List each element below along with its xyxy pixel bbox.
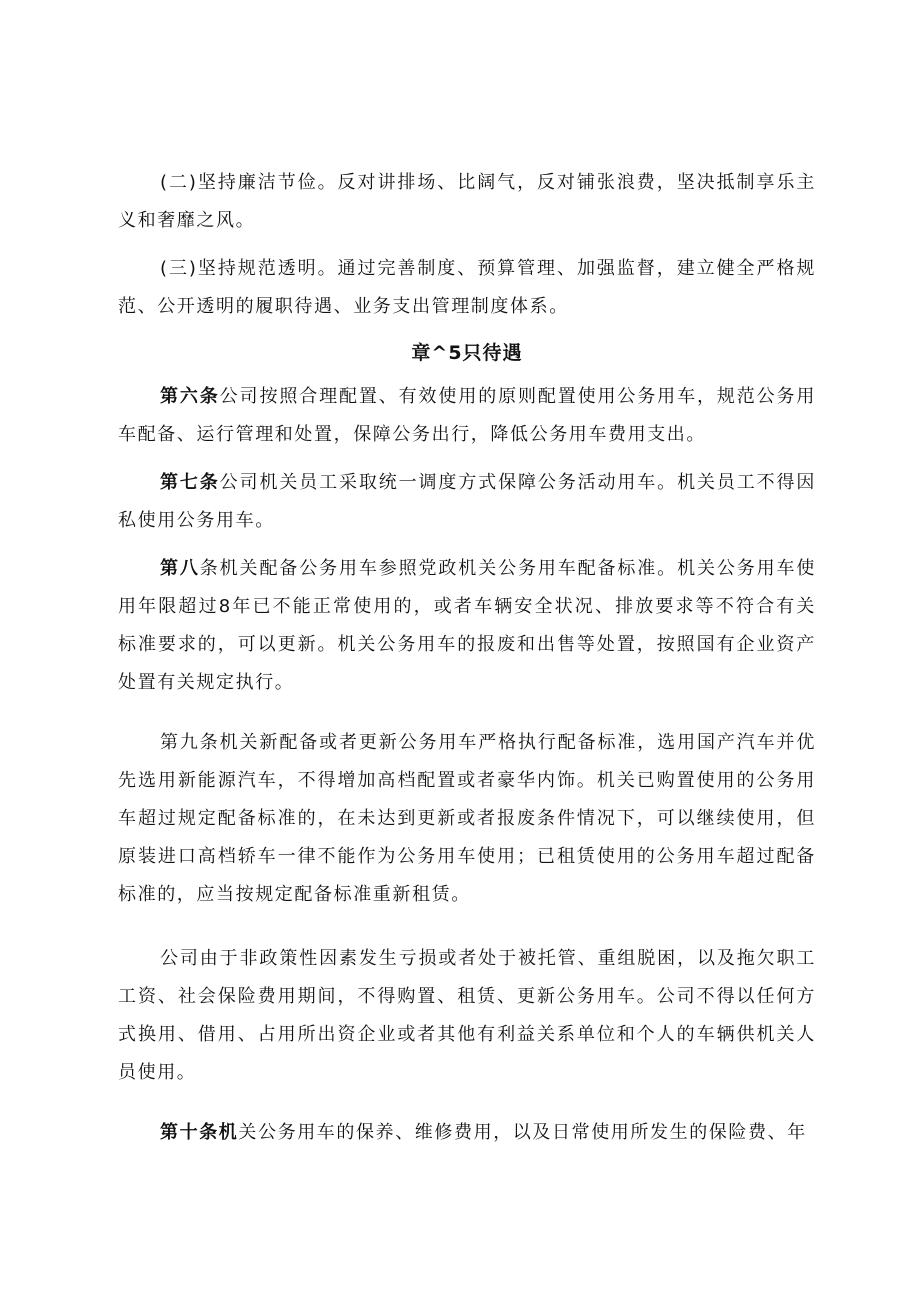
- chapter-heading: 章^5只待遇: [411, 342, 523, 364]
- article-7: [118, 464, 816, 540]
- article-8-text: 条机关配备公务用车参照党政机关公务用车配备标准。机关公务用车使用年限超过8年已不能正常使用的，或者车辆安全状况、排放要求等不符合有关标准要求的，可以更新。机关公务用车的报废和出售等处置，按照国有企业资产处置有关规定执行。: [118, 558, 816, 693]
- paragraph-principle-2: (二)坚持廉洁节俭。反对讲排场、比阔气，反对铺张浪费，坚决抵制享乐主义和奢靡之风。: [118, 172, 816, 231]
- paragraph-principle-3: (三)坚持规范透明。通过完善制度、预算管理、加强监督，建立健全严格规范、公开透明的履职待遇、业务支出管理制度体系。: [118, 258, 816, 317]
- article-6-lead: 第六条: [160, 386, 220, 407]
- article-10-text: 关公务用车的保养、维修费用，以及日常使用所发生的保险费、年: [238, 1122, 807, 1143]
- article-10-lead: 第十条机: [160, 1122, 239, 1143]
- article-6-text: 公司按照合理配置、有效使用的原则配置使用公务用车，规范公务用车配备、运行管理和处置，保障公务出行，降低公务用车费用支出。: [118, 386, 816, 445]
- paragraph-company-restrictions: 公司由于非政策性因素发生亏损或者处于被托管、重组脱困，以及拖欠职工工资、社会保险费用期间，不得购置、租赁、更新公务用车。公司不得以任何方式换用、借用、占用所出资企业或者其他有利益关系单位和个人的车辆供机关人员使用。: [118, 948, 816, 1083]
- article-7-lead: 第七条: [160, 472, 220, 493]
- article-8-lead: 第八: [160, 558, 200, 579]
- article-9: 第九条机关新配备或者更新公务用车严格执行配备标准，选用国产汽车并优先选用新能源汽车，不得增加高档配置或者豪华内饰。机关已购置使用的公务用车超过规定配备标准的，在未达到更新或者报废条件情况下，可以继续使用，但原装进口高档轿车一律不能作为公务用车使用；已租赁使用的公务用车超过配备标准的，应当按规定配备标准重新租赁。: [118, 732, 816, 905]
- article-6: [118, 378, 816, 454]
- article-8: [118, 550, 816, 702]
- article-7-text: 公司机关员工采取统一调度方式保障公务活动用车。机关员工不得因私使用公务用车。: [118, 472, 816, 531]
- article-10: [118, 1114, 816, 1152]
